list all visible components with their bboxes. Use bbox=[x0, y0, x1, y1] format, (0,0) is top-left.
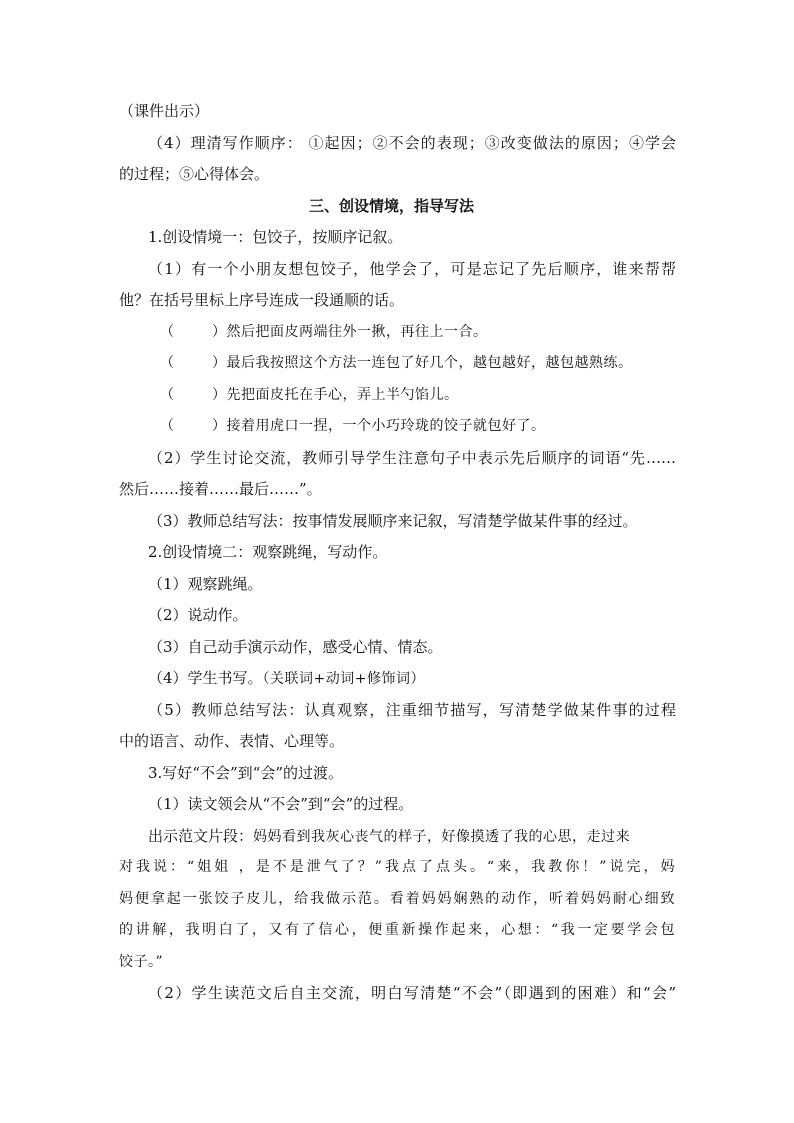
blank-close: ） bbox=[212, 418, 227, 434]
scenario-2-title: 2.创设情境二：观察跳绳，写动作。 bbox=[148, 543, 388, 561]
ordering-option-2 bbox=[160, 353, 633, 373]
blank-close: ） bbox=[212, 324, 227, 340]
option-text: 最后我按照这个方法一连包了好几个，越包越好，越包越熟练。 bbox=[226, 355, 633, 371]
blank-open: （ bbox=[160, 355, 175, 371]
scenario-2-item1: （1）观察跳绳。 bbox=[148, 575, 263, 593]
scenario-2-item5-line2: 中的语言、动作、表情、心理等。 bbox=[119, 732, 345, 750]
scenario-2-item2: （2）说动作。 bbox=[148, 606, 248, 624]
blank-close: ） bbox=[212, 387, 227, 403]
blank-open: （ bbox=[160, 418, 175, 434]
scenario-3-item2: （2）学生读范文后自主交流，明白写清楚“不会”（即遇到的困难）和“会” bbox=[148, 984, 676, 1002]
scenario-2-item4 bbox=[148, 668, 425, 689]
blank-open: （ bbox=[160, 324, 175, 340]
example-text: 妈妈看到我灰心丧气的样子，好像摸透了我的心思，走过来 bbox=[253, 829, 631, 845]
paragraph-4-line2: 的过程；⑤心得体会。 bbox=[119, 165, 270, 183]
example-line3: 妈便拿起一张饺子皮儿，给我做示范。看着妈妈娴熟的动作，听着妈妈耐心细致 bbox=[119, 891, 675, 907]
paragraph-4-line1: （4）理清写作顺序： ①起因；②不会的表现；③改变做法的原因；④学会 bbox=[148, 134, 676, 152]
scenario-1-item2-line2: 然后……接着……最后……”。 bbox=[119, 480, 322, 498]
example-label: 出示范文片段： bbox=[148, 827, 254, 845]
item4-text: （4）学生书写。 bbox=[148, 669, 263, 687]
scenario-1-item1-line1: （1）有一个小朋友想包饺子，他学会了，可是忘记了先后顺序，谁来帮帮 bbox=[148, 260, 676, 278]
scenario-1-item1-line2: 他？在括号里标上序号连成一段通顺的话。 bbox=[119, 291, 405, 309]
example-line5: 饺子。” bbox=[119, 954, 164, 970]
scenario-3-title: 3.写好“不会”到“会”的过渡。 bbox=[148, 764, 343, 782]
blank-close: ） bbox=[212, 355, 227, 371]
scenario-2-item5-line1: （5）教师总结写法：认真观察，注重细节描写，写清楚学做某件事的过程 bbox=[148, 701, 676, 719]
blank-open: （ bbox=[160, 387, 175, 403]
scenario-1-item2-line1: （2）学生讨论交流，教师引导学生注意句子中表示先后顺序的词语“先…… bbox=[148, 449, 676, 467]
example-line1 bbox=[148, 826, 676, 847]
option-text: 接着用虎口一捏，一个小巧玲珑的饺子就包好了。 bbox=[226, 418, 546, 434]
scenario-1-item3: （3）教师总结写法：按事情发展顺序来记叙，写清楚学做某件事的经过。 bbox=[148, 512, 638, 530]
scenario-1-title: 1.创设情境一：包饺子，按顺序记叙。 bbox=[148, 228, 403, 246]
scenario-2-item3: （3）自己动手演示动作，感受心情、情态。 bbox=[148, 638, 443, 656]
option-text: 然后把面皮两端往外一揪，再往上一合。 bbox=[226, 324, 488, 340]
courseware-note: （课件出示） bbox=[119, 102, 210, 120]
example-line4: 的讲解，我明白了，又有了信心，便重新操作起来，心想：“我一定要学会包 bbox=[119, 922, 675, 938]
section-heading: 三、创设情境，指导写法 bbox=[309, 197, 475, 215]
example-line2: 对我说：“姐姐 ，是不是泄气了？”我点了点头。“来，我教你！”说完，妈 bbox=[119, 859, 675, 875]
option-text: 先把面皮托在手心，弄上半勺馅儿。 bbox=[226, 387, 459, 403]
ordering-option-1 bbox=[160, 322, 488, 342]
ordering-option-3 bbox=[160, 385, 459, 405]
scenario-3-item1: （1）读文领会从“不会”到“会”的过程。 bbox=[148, 795, 414, 813]
item4-formula: （关联词+动词+修饰词） bbox=[262, 671, 426, 687]
ordering-option-4 bbox=[160, 416, 546, 436]
